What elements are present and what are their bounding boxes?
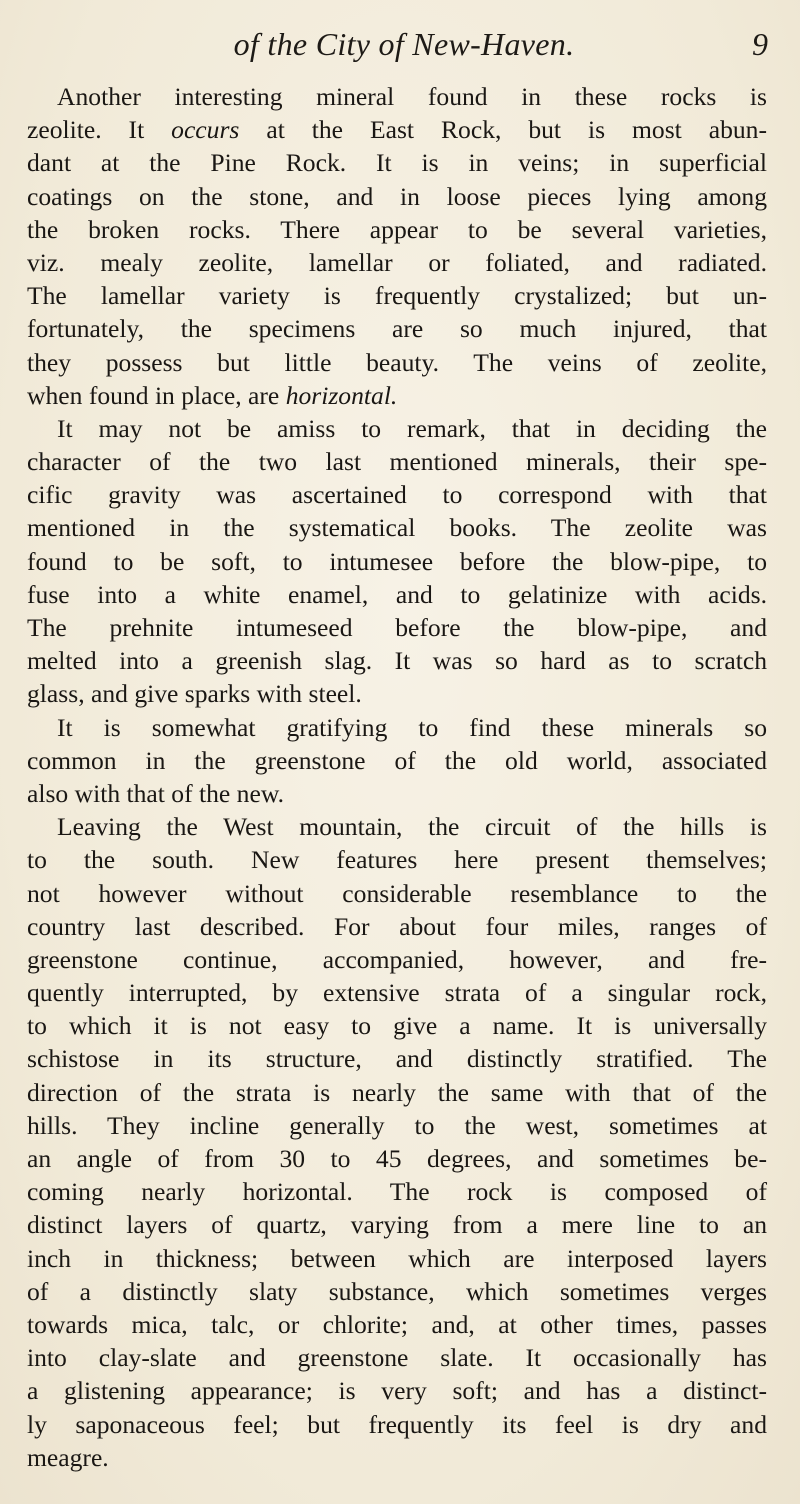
text-line: country last described. For about four miles, ranges of [27,911,767,941]
text-line: to which it is not easy to give a name. It is universally [27,1011,767,1041]
text-line: mentioned in the systematical books. The zeolite was [27,513,767,543]
running-title: of the City of New-Haven. [233,26,575,62]
text-span-italic: occurs [171,115,240,145]
text-line: It may not be amiss to remark, that in deciding the [57,413,767,443]
text-span: zeolite. It [27,115,145,145]
text-line: of a distinctly slaty substance, which sometimes verges [27,1276,767,1306]
text-line: Leaving the West mountain, the circuit of the hills is [57,812,767,842]
text-line: meagre. [27,1442,109,1472]
text-span: at the East Rock, but is most abun- [266,115,767,145]
text-line: melted into a greenish slag. It was so hard as to scratch [27,646,767,676]
text-line: an angle of from 30 to 45 degrees, and sometimes be- [27,1144,767,1173]
text-line: The prehnite intumeseed before the blow-pipe, and [27,613,767,642]
text-line: It is somewhat gratifying to find these minerals so [57,712,767,742]
text-line: fuse into a white enamel, and to gelatinize with acids. [27,579,767,609]
text-span: when found in place, are [27,380,280,410]
text-line: cific gravity was ascertained to correspond with that [27,480,767,510]
text-line: direction of the strata is nearly the same with that of the [27,1077,767,1107]
text-line: The lamellar variety is frequently crystalized; but un- [27,281,767,311]
text-line: quently interrupted, by extensive strata of a singular rock, [27,978,767,1008]
text-line [27,113,767,146]
text-line: character of the two last mentioned minerals, their spe- [27,447,767,477]
running-head [40,16,768,76]
text-line: found to be soft, to intumesee before the blow-pipe, to [27,546,767,576]
text-line: hills. They incline generally to the west, sometimes at [27,1110,767,1140]
text-line: schistose in its structure, and distinctly stratified. The [27,1044,767,1074]
text-line: viz. mealy zeolite, lamellar or foliated, and radiated. [27,247,767,277]
text-span-italic: horizontal. [285,380,398,410]
text-line: common in the greenstone of the old world, associated [27,745,767,775]
text-line: Another interesting mineral found in these rocks is [57,82,767,111]
text-line: ly saponaceous feel; but frequently its feel is dry and [27,1409,767,1439]
body-text [27,80,767,1474]
text-line: a glistening appearance; is very soft; and has a distinct- [27,1376,767,1406]
page-number: 9 [752,26,768,62]
text-line: not however without considerable resemblance to the [27,878,767,908]
text-line: coming nearly horizontal. The rock is composed of [27,1177,767,1207]
text-line: they possess but little beauty. The veins of zeolite, [27,347,767,377]
text-line: into clay-slate and greenstone slate. It occasionally has [27,1343,767,1373]
text-line: coatings on the stone, and in loose pieces lying among [27,181,767,211]
text-line: fortunately, the specimens are so much injured, that [27,314,767,344]
text-line: glass, and give sparks with steel. [27,679,362,709]
text-line: also with that of the new. [27,778,285,808]
text-line: the broken rocks. There appear to be several varieties, [27,214,767,244]
text-line: to the south. New features here present themselves; [27,845,767,875]
text-line: towards mica, talc, or chlorite; and, at other times, passes [27,1309,767,1339]
text-line: greenstone continue, accompanied, however, and fre- [27,944,767,974]
text-line: distinct layers of quartz, varying from a mere line to an [27,1210,767,1240]
text-line [27,379,767,412]
text-line: dant at the Pine Rock. It is in veins; in superficial [27,148,767,178]
text-line: inch in thickness; between which are interposed layers [27,1243,767,1273]
